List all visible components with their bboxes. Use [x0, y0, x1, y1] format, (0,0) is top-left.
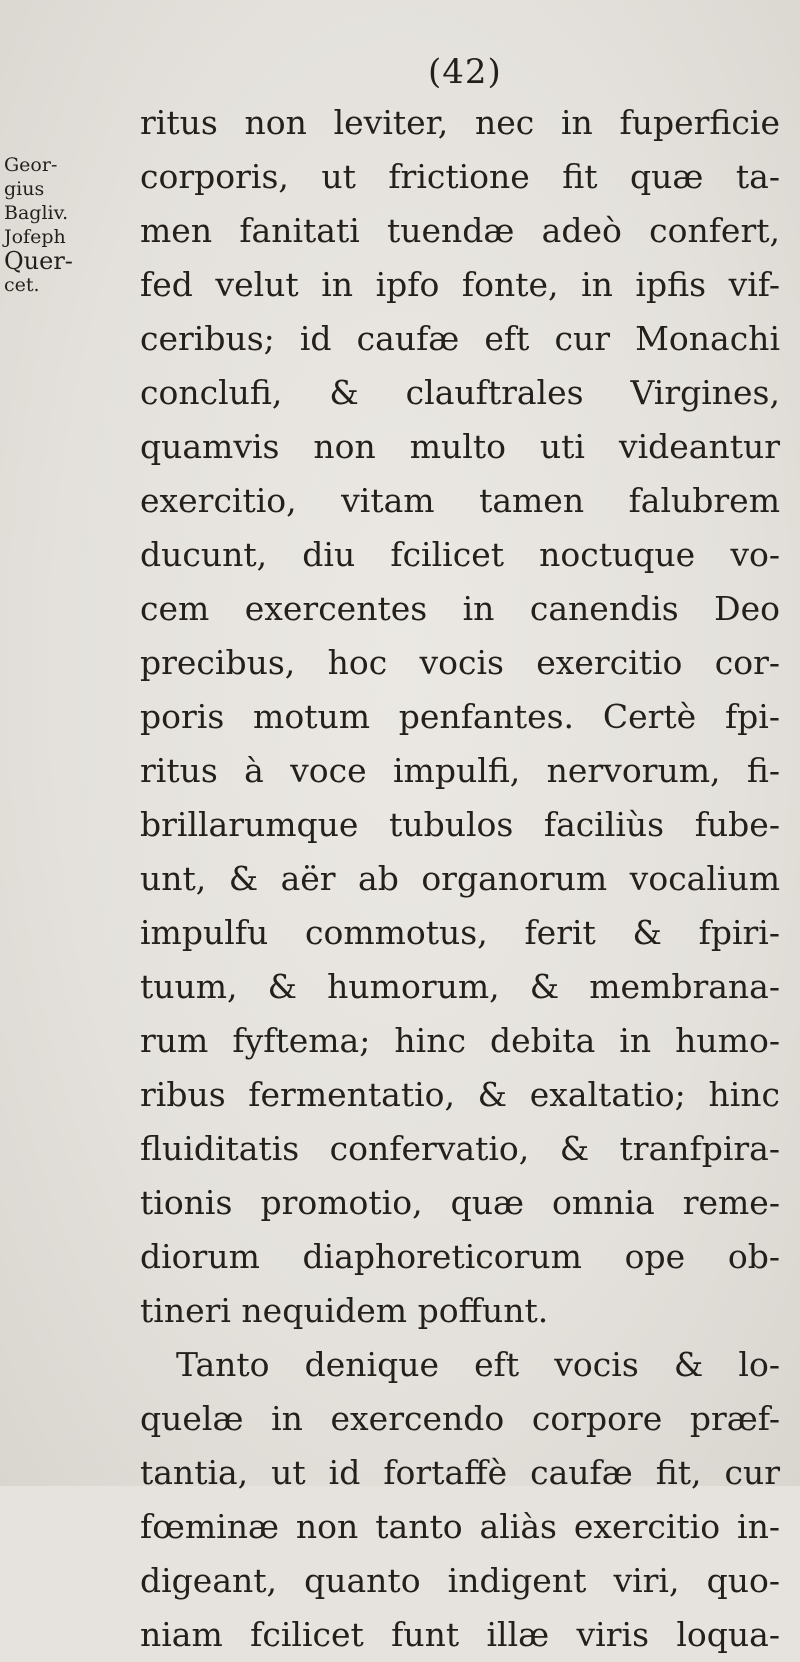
margin-note-line: cet.	[4, 274, 40, 296]
text-line: tuum, & humorum, & membrana-	[140, 967, 780, 1006]
text-line: ritus à voce impulfi, nervorum, fi-	[140, 751, 780, 790]
text-line: poris motum penfantes. Certè fpi-	[140, 697, 780, 736]
margin-note	[4, 154, 144, 298]
text-line: fœminæ non tanto aliàs exercitio in-	[140, 1507, 780, 1546]
text-line: niam fcilicet funt illæ viris loqua-	[140, 1615, 780, 1654]
text-line: tionis promotio, quæ omnia reme-	[140, 1183, 780, 1222]
text-line: unt, & aër ab organorum vocalium	[140, 859, 780, 898]
text-line: Tanto denique eft vocis & lo-	[176, 1345, 780, 1384]
text-line: impulfu commotus, ferit & fpiri-	[140, 913, 780, 952]
text-line: tineri nequidem poffunt.	[140, 1291, 549, 1330]
margin-note-line: Jofeph	[4, 226, 66, 248]
text-line: exercitio, vitam tamen falubrem	[140, 481, 780, 520]
text-line: corporis, ut frictione fit quæ ta-	[140, 157, 780, 196]
text-line: rum fyftema; hinc debita in humo-	[140, 1021, 780, 1060]
text-line: brillarumque tubulos faciliùs fube-	[140, 805, 780, 844]
text-line: precibus, hoc vocis exercitio cor-	[140, 643, 780, 682]
text-line: cem exercentes in canendis Deo	[140, 589, 780, 628]
text-line: fluiditatis confervatio, & tranfpira-	[140, 1129, 780, 1168]
text-line: diorum diaphoreticorum ope ob-	[140, 1237, 780, 1276]
text-line: quelæ in exercendo corpore præf-	[140, 1399, 780, 1438]
text-line: quamvis non multo uti videantur	[140, 427, 780, 466]
text-line: ribus fermentatio, & exaltatio; hinc	[140, 1075, 780, 1114]
text-line: men fanitati tuendæ adeò confert,	[140, 211, 780, 250]
page-number: (42)	[428, 52, 502, 92]
body-text	[140, 96, 780, 1662]
text-line: ceribus; id caufæ eft cur Monachi	[140, 319, 780, 358]
margin-note-line: gius	[4, 178, 45, 200]
text-line: ritus non leviter, nec in fuperficie	[140, 103, 780, 142]
margin-note-line: Geor-	[4, 154, 58, 176]
text-line: tantia, ut id fortaffè caufæ fit, cur	[140, 1453, 780, 1492]
margin-note-line: Quer-	[4, 247, 73, 275]
text-line: digeant, quanto indigent viri, quo-	[140, 1561, 780, 1600]
text-line: fed velut in ipfo fonte, in ipfis vif-	[140, 265, 780, 304]
text-line: conclufi, & clauftrales Virgines,	[140, 373, 780, 412]
text-line: ducunt, diu fcilicet noctuque vo-	[140, 535, 780, 574]
margin-note-line: Bagliv.	[4, 202, 69, 224]
